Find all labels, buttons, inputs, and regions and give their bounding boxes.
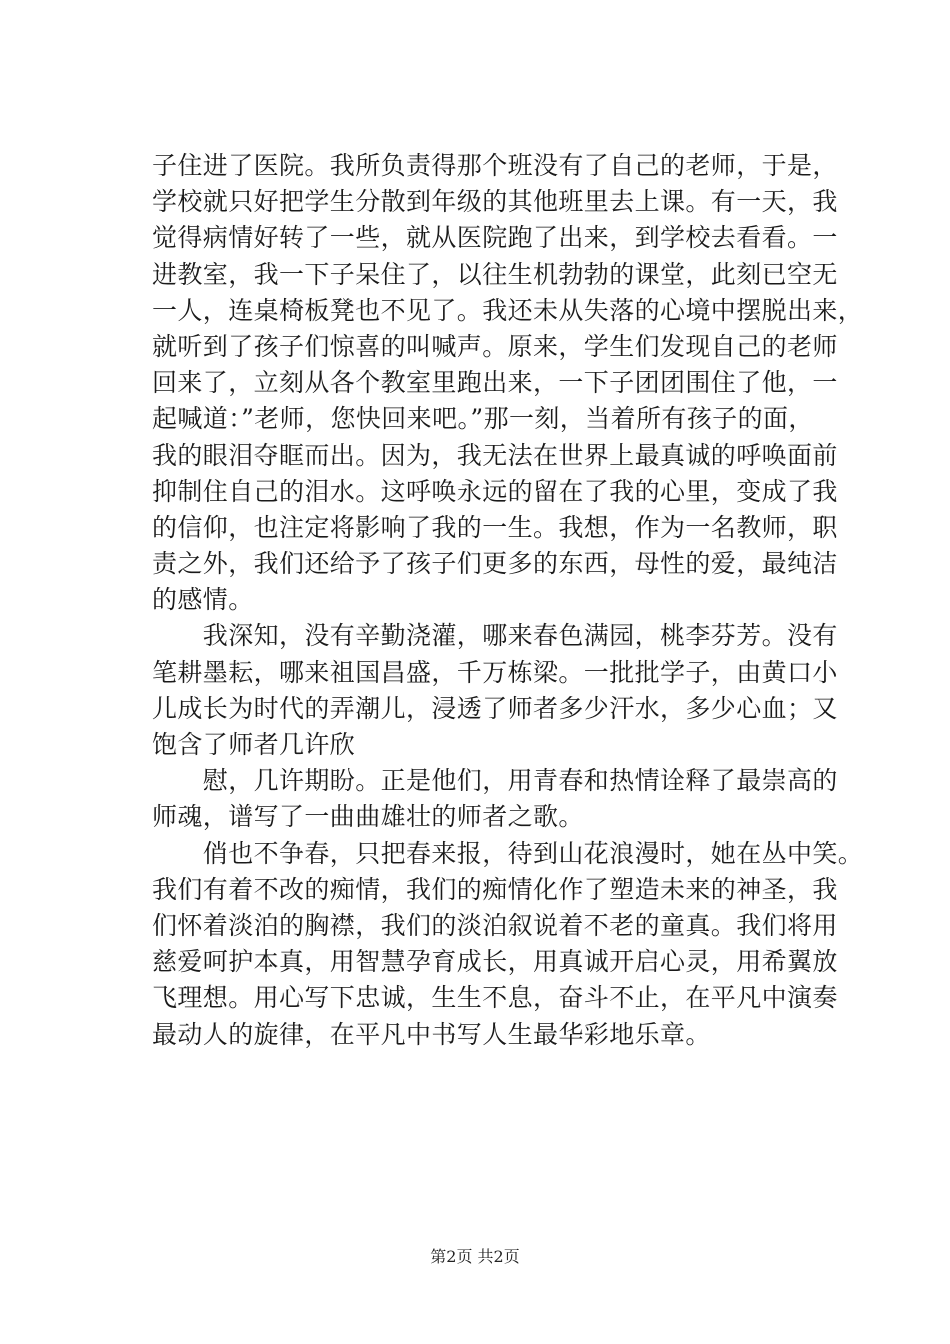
page-number-footer: 第2页 共2页 [430, 1247, 520, 1266]
text-line: 就听到了孩子们惊喜的叫喊声。原来，学生们发现自己的老师 [152, 331, 838, 361]
text-line: 进教室，我一下子呆住了，以往生机勃勃的课堂，此刻已空无 [152, 259, 838, 289]
text-line: 子住进了医院。我所负责得那个班没有了自己的老师，于是， [152, 151, 838, 180]
body-text [152, 148, 864, 1053]
text-line: 我深知，没有辛勤浇灌，哪来春色满园，桃李芬芳。没有 [152, 621, 838, 651]
text-line: 抑制住自己的泪水。这呼唤永远的留在了我的心里，变成了我 [152, 476, 838, 506]
text-line: 的信仰，也注定将影响了我的一生。我想，作为一名教师，职 [152, 512, 838, 542]
text-line: 学校就只好把学生分散到年级的其他班里去上课。有一天，我 [152, 187, 838, 217]
text-line: 笔耕墨耘，哪来祖国昌盛，千万栋梁。一批批学子，由黄口小 [152, 657, 838, 687]
text-line: 觉得病情好转了一些，就从医院跑了出来，到学校去看看。一 [152, 223, 838, 253]
text-line: 我们有着不改的痴情，我们的痴情化作了塑造未来的神圣，我 [152, 874, 838, 904]
text-line: 起喊道：”老师，您快回来吧。”那一刻，当着所有孩子的面， [152, 404, 814, 434]
text-line: 我的眼泪夺眶而出。因为，我无法在世界上最真诚的呼唤面前 [152, 440, 838, 470]
text-line: 俏也不争春，只把春来报，待到山花浪漫时，她在丛中笑。 [152, 838, 864, 868]
text-line: 飞理想。用心写下忠诚，生生不息，奋斗不止，在平凡中演奏 [152, 983, 838, 1013]
text-line: 慰，几许期盼。正是他们，用青春和热情诠释了最崇高的 [152, 766, 838, 796]
text-line: 责之外，我们还给予了孩子们更多的东西，母性的爱，最纯洁 [152, 549, 838, 579]
text-line: 们怀着淡泊的胸襟，我们的淡泊叙说着不老的童真。我们将用 [152, 910, 838, 940]
text-line: 慈爱呵护本真，用智慧孕育成长，用真诚开启心灵，用希翼放 [152, 947, 838, 977]
text-line: 的感情。 [152, 585, 254, 615]
text-line: 最动人的旋律，在平凡中书写人生最华彩地乐章。 [152, 1019, 711, 1049]
text-line: 饱含了师者几许欣 [152, 730, 356, 759]
text-line: 儿成长为时代的弄潮儿，浸透了师者多少汗水，多少心血；又 [152, 693, 838, 723]
text-line: 师魂，谱写了一曲曲雄壮的师者之歌。 [152, 802, 584, 832]
text-line: 一人，连桌椅板凳也不见了。我还未从失落的心境中摆脱出来， [152, 295, 864, 325]
text-line: 回来了，立刻从各个教室里跑出来，一下子团团围住了他，一 [152, 368, 838, 398]
